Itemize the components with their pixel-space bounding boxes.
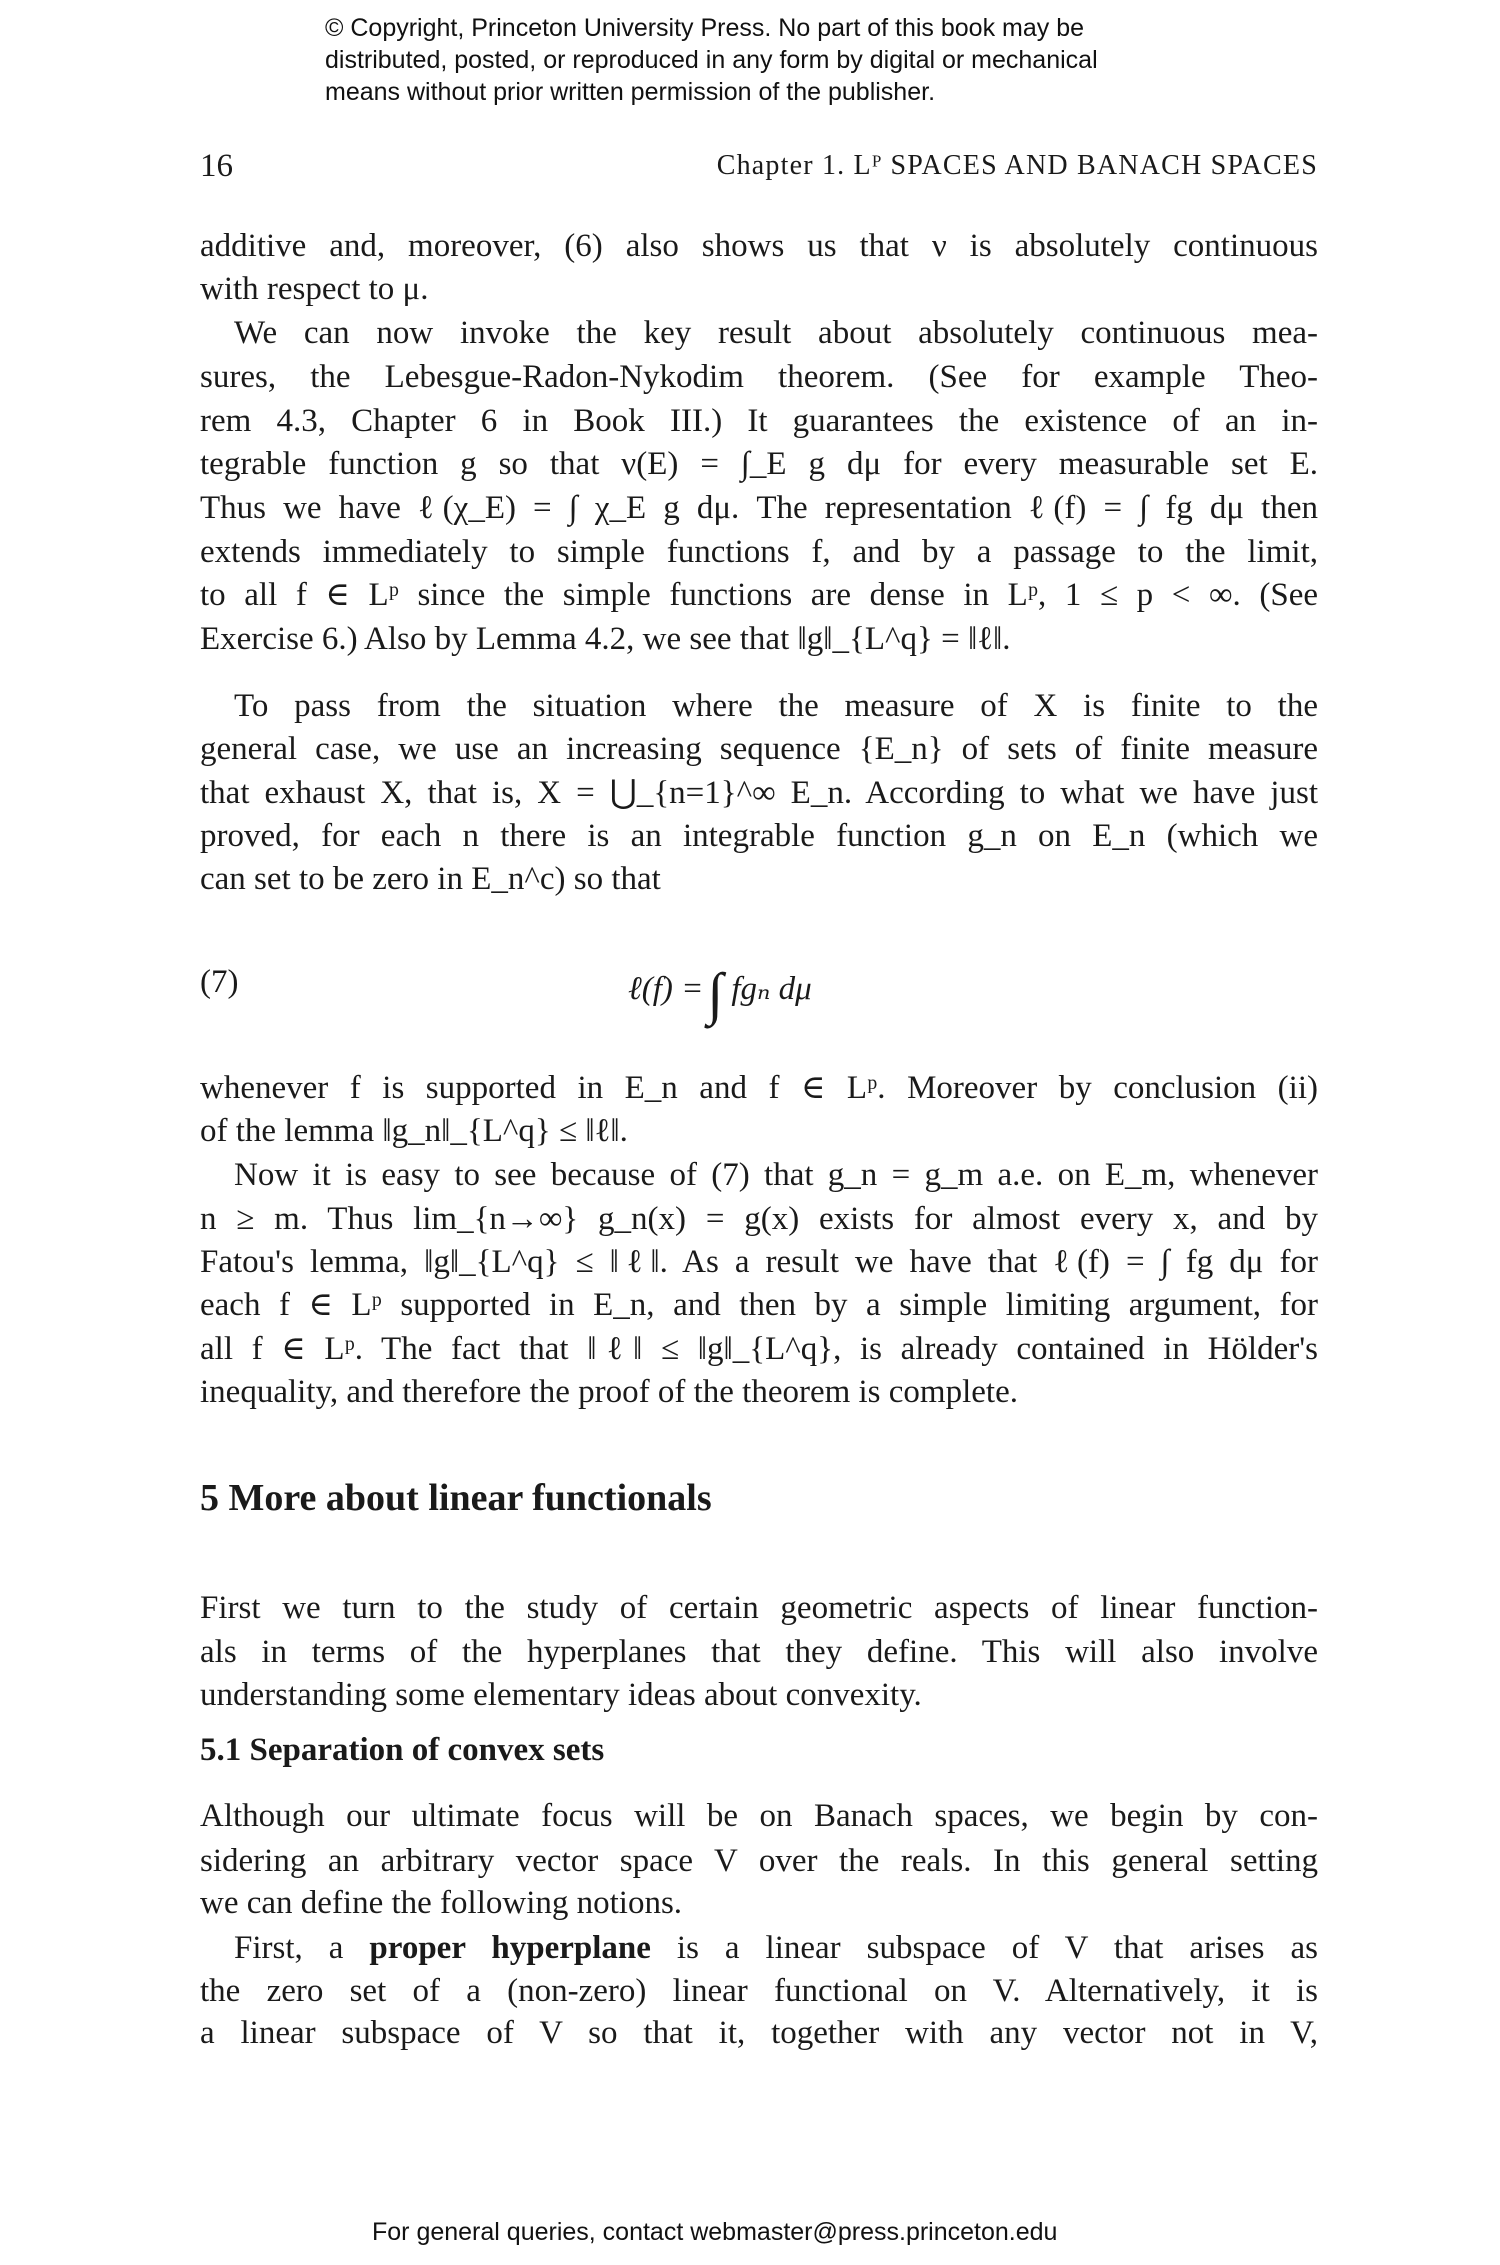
copyright-line: means without prior written permission of the publisher. <box>325 78 936 106</box>
equation-number: (7) <box>200 964 239 1000</box>
text-line: of the lemma ‖g_n‖_{L^q} ≤ ‖ℓ‖. <box>200 1113 628 1149</box>
text-line: Now it is easy to see because of (7) that g_n = g_m a.e. on E_m, whenever <box>234 1157 1318 1193</box>
text-line: n ≥ m. Thus lim_{n→∞} g_n(x) = g(x) exists for almost every x, and by <box>200 1201 1318 1237</box>
running-head: Chapter 1. Lᴾ SPACES AND BANACH SPACES <box>716 150 1318 181</box>
page-number: 16 <box>200 148 233 184</box>
text-line: extends immediately to simple functions f, and by a passage to the limit, <box>200 534 1318 570</box>
text-line: We can now invoke the key result about absolutely continuous mea- <box>234 315 1318 351</box>
text-line <box>200 1926 1318 1970</box>
text-line: we can define the following notions. <box>200 1885 683 1921</box>
text-span: is a linear subspace of V that arises as <box>650 1930 1319 1966</box>
text-line: each f ∈ Lᵖ supported in E_n, and then by a simple limiting argument, for <box>200 1287 1318 1323</box>
text-line: a linear subspace of V so that it, together with any vector not in V, <box>200 2015 1318 2051</box>
section-heading: 5 More about linear functionals <box>200 1477 712 1519</box>
text-line: understanding some elementary ideas about convexity. <box>200 1677 922 1713</box>
text-line: that exhaust X, that is, X = ⋃_{n=1}^∞ E_n. According to what we have just <box>200 775 1318 811</box>
text-line: sures, the Lebesgue-Radon-Nykodim theorem. (See for example Theo- <box>200 359 1318 395</box>
text-line: Thus we have ℓ(χ_E) = ∫ χ_E g dμ. The representation ℓ(f) = ∫ fg dμ then <box>200 490 1318 526</box>
footer-contact: For general queries, contact webmaster@press.princeton.edu <box>372 2218 1058 2246</box>
integral-sign: ∫ <box>707 961 724 1026</box>
text-line: with respect to μ. <box>200 271 429 307</box>
text-line: additive and, moreover, (6) also shows us that ν is absolutely continuous <box>200 228 1318 264</box>
text-line: To pass from the situation where the measure of X is finite to the <box>234 688 1318 724</box>
equation <box>628 960 812 1027</box>
text-line: can set to be zero in E_n^c) so that <box>200 861 661 897</box>
text-line: whenever f is supported in E_n and f ∈ Lᵖ. Moreover by conclusion (ii) <box>200 1070 1318 1106</box>
text-line: Exercise 6.) Also by Lemma 4.2, we see that ‖g‖_{L^q} = ‖ℓ‖. <box>200 621 1011 657</box>
text-line: all f ∈ Lᵖ. The fact that ‖ℓ‖ ≤ ‖g‖_{L^q}, is already contained in Hölder's <box>200 1331 1318 1367</box>
text-line: First we turn to the study of certain geometric aspects of linear function- <box>200 1590 1318 1626</box>
text-span: First, a <box>234 1930 370 1966</box>
text-line: inequality, and therefore the proof of the theorem is complete. <box>200 1374 1018 1410</box>
text-line: als in terms of the hyperplanes that they define. This will also involve <box>200 1634 1318 1670</box>
text-line: rem 4.3, Chapter 6 in Book III.) It guarantees the existence of an in- <box>200 403 1318 439</box>
text-line: tegrable function g so that ν(E) = ∫_E g dμ for every measurable set E. <box>200 446 1318 482</box>
copyright-notice <box>325 12 1098 108</box>
term-proper-hyperplane: proper hyperplane <box>369 1930 651 1966</box>
text-line: sidering an arbitrary vector space V over the reals. In this general setting <box>200 1843 1318 1879</box>
text-line: Fatou's lemma, ‖g‖_{L^q} ≤ ‖ℓ‖. As a result we have that ℓ(f) = ∫ fg dμ for <box>200 1244 1318 1280</box>
subsection-heading: 5.1 Separation of convex sets <box>200 1732 605 1768</box>
equation-lhs: ℓ(f) = <box>628 971 704 1007</box>
text-line: Although our ultimate focus will be on Banach spaces, we begin by con- <box>200 1798 1318 1834</box>
text-line: the zero set of a (non-zero) linear functional on V. Alternatively, it is <box>200 1973 1318 2009</box>
copyright-line: distributed, posted, or reproduced in any form by digital or mechanical <box>325 46 1098 74</box>
copyright-line: © Copyright, Princeton University Press. No part of this book may be <box>325 14 1085 42</box>
text-line: general case, we use an increasing sequence {E_n} of sets of finite measure <box>200 731 1318 767</box>
text-line: proved, for each n there is an integrable function g_n on E_n (which we <box>200 818 1318 854</box>
equation-rhs: fgₙ dμ <box>731 971 812 1007</box>
text-line: to all f ∈ Lᵖ since the simple functions are dense in Lᵖ, 1 ≤ p < ∞. (See <box>200 577 1318 613</box>
